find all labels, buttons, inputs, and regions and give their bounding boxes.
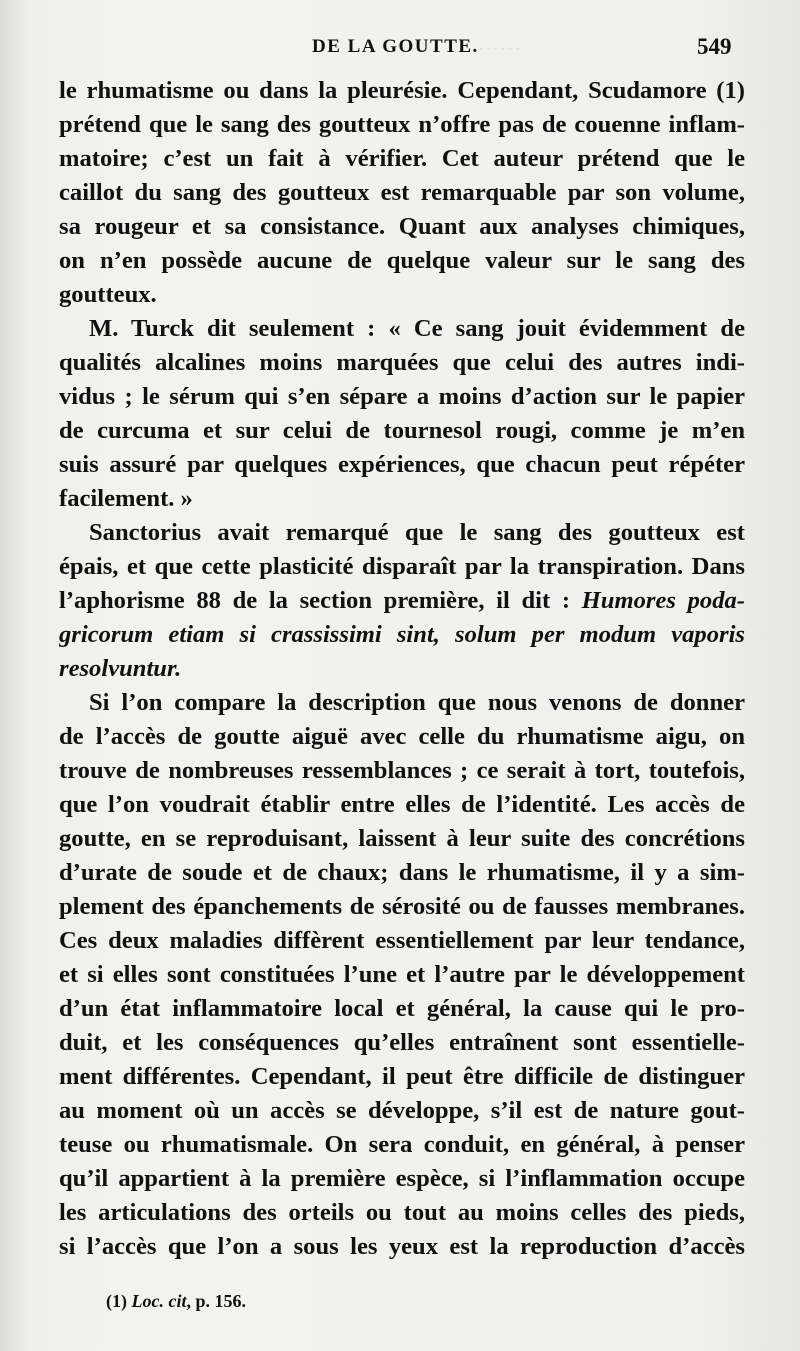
footnote-page: , p. 156. (186, 1291, 246, 1311)
text-line-roman: matoire; c’est un fait à vérifier. Cet auteur prétend que le (59, 145, 745, 172)
text-line (59, 244, 745, 278)
text-line-roman: duit, et les conséquences qu’elles entraînent sont essentielle- (59, 1029, 745, 1056)
text-line (59, 210, 745, 244)
text-line (59, 278, 745, 312)
text-line-roman: épais, et que cette plasticité disparaît par la transpiration. Dans (59, 553, 745, 580)
text-line-roman: d’un état inflammatoire local et général, la cause qui le pro- (59, 995, 745, 1022)
text-line (59, 754, 745, 788)
text-line (59, 482, 745, 516)
text-line-roman: qualités alcalines moins marquées que celui des autres indi- (59, 349, 745, 376)
text-line-roman: le rhumatisme ou dans la pleurésie. Cependant, Scudamore (1) (59, 77, 745, 104)
text-line-roman: d’urate de soude et de chaux; dans le rhumatisme, il y a sim- (59, 859, 745, 886)
text-line-roman: les articulations des orteils ou tout au moins celles des pieds, (59, 1199, 745, 1226)
text-line-roman: qu’il appartient à la première espèce, si l’inflammation occupe (59, 1165, 745, 1192)
text-line (59, 414, 745, 448)
text-line-roman: ment différentes. Cependant, il peut être difficile de distinguer (59, 1063, 745, 1090)
page-number: 549 (697, 34, 732, 59)
text-line-roman: trouve de nombreuses ressemblances ; ce serait à tort, toutefois, (59, 757, 745, 784)
text-line-roman: au moment où un accès se développe, s’il est de nature gout- (59, 1097, 745, 1124)
text-line-italic: resolvuntur. (59, 655, 182, 682)
text-line-roman: de curcuma et sur celui de tournesol rougi, comme je m’en (59, 417, 745, 444)
text-line (59, 856, 745, 890)
text-line (59, 890, 745, 924)
text-line-roman: teuse ou rhumatismale. On sera conduit, en général, à penser (59, 1131, 745, 1158)
footnote (106, 1291, 246, 1312)
text-line (59, 992, 745, 1026)
text-line (59, 1162, 745, 1196)
text-line (59, 1094, 745, 1128)
text-line-roman: plement des épanchements de sérosité ou de fausses membranes. (59, 893, 745, 920)
text-line (59, 924, 745, 958)
text-line (59, 584, 745, 618)
text-line-roman: goutte, en se reproduisant, laissent à leur suite des concrétions (59, 825, 745, 852)
text-line (59, 142, 745, 176)
text-line-roman: Sanctorius avait remarqué que le sang des goutteux est (89, 519, 745, 546)
text-line (59, 516, 745, 550)
text-line (59, 346, 745, 380)
text-line (59, 1128, 745, 1162)
text-line-italic: gricorum etiam si crassissimi sint, solum per modum vaporis (59, 621, 745, 648)
text-line (59, 448, 745, 482)
text-line-roman: goutteux. (59, 281, 157, 308)
show-through-decoration: ······· (470, 36, 522, 61)
body-text (59, 74, 745, 1264)
running-title: DE LA GOUTTE. (312, 36, 479, 57)
footnote-reference: Loc. cit (131, 1291, 187, 1311)
text-line (59, 686, 745, 720)
text-line (59, 652, 745, 686)
text-line-roman: M. Turck dit seulement : « Ce sang jouit évidemment de (89, 315, 745, 342)
text-line (59, 720, 745, 754)
text-line-roman: prétend que le sang des goutteux n’offre pas de couenne inflam- (59, 111, 745, 138)
text-line (59, 958, 745, 992)
text-line-roman: Si l’on compare la description que nous venons de donner (89, 689, 745, 716)
text-line-roman: vidus ; le sérum qui s’en sépare a moins d’action sur le papier (59, 383, 745, 410)
text-line-roman: si l’accès que l’on a sous les yeux est la reproduction d’accès (59, 1233, 745, 1260)
text-line (59, 74, 745, 108)
text-line (59, 822, 745, 856)
text-line (59, 550, 745, 584)
text-line-roman: de l’accès de goutte aiguë avec celle du rhumatisme aigu, on (59, 723, 745, 750)
text-line (59, 108, 745, 142)
text-line (59, 1026, 745, 1060)
text-line-roman: Ces deux maladies diffèrent essentiellement par leur tendance, (59, 927, 745, 954)
text-line-roman: et si elles sont constituées l’une et l’autre par le développement (59, 961, 745, 988)
text-line-italic: Humores poda- (581, 587, 745, 614)
text-line-roman: sa rougeur et sa consistance. Quant aux analyses chimiques, (59, 213, 745, 240)
text-line-roman: que l’on voudrait établir entre elles de l’identité. Les accès de (59, 791, 745, 818)
text-line (59, 788, 745, 822)
text-line (59, 1230, 745, 1264)
footnote-marker: (1) (106, 1291, 127, 1311)
text-line-roman: caillot du sang des goutteux est remarquable par son volume, (59, 179, 745, 206)
text-line (59, 1060, 745, 1094)
text-line-roman: l’aphorisme 88 de la section première, il dit : (59, 587, 571, 614)
text-line-roman: suis assuré par quelques expériences, que chacun peut répéter (59, 451, 745, 478)
text-line (59, 618, 745, 652)
text-line (59, 1196, 745, 1230)
text-line-roman: on n’en possède aucune de quelque valeur sur le sang des (59, 247, 745, 274)
text-line (59, 176, 745, 210)
running-head (0, 34, 800, 64)
text-line-roman: facilement. » (59, 485, 193, 512)
text-line (59, 312, 745, 346)
text-line (59, 380, 745, 414)
